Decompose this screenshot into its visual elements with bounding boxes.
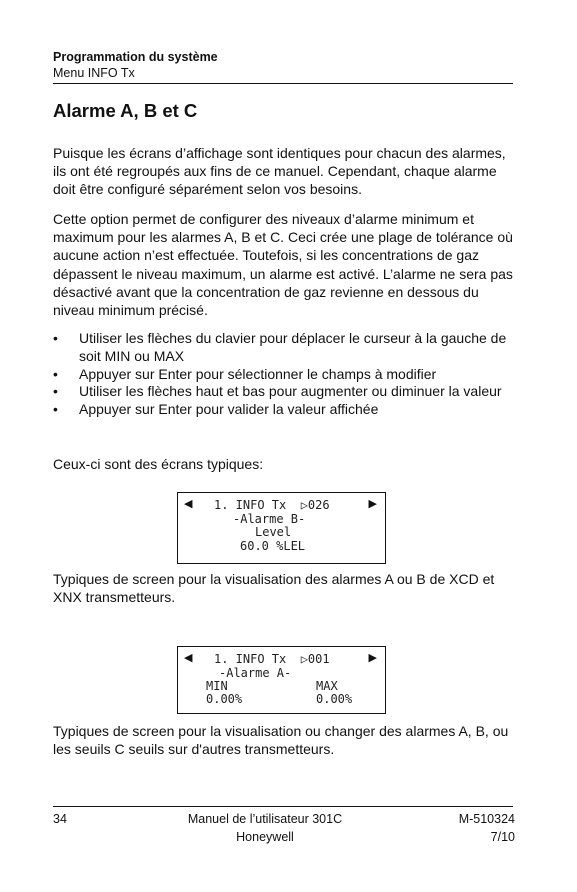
list-item [53,330,515,366]
footer-divider [53,806,513,807]
list-item-text: Appuyer sur Enter pour valider la valeur affichée [79,401,379,418]
caption-screen-2: Typiques de screen pour la visualisation ou changer des alarmes A, B, ou les seuils C seuils sur d'autres transmetteurs. [53,723,509,758]
lcd-line-level-label: Level [255,525,292,539]
footer-doc-number: M-510324 [458,812,515,826]
footer-company: Honeywell [236,830,294,844]
header-divider [53,83,513,84]
lcd-max-value: 0.00% [316,692,353,706]
lcd-min-label: MIN [206,679,228,693]
footer-manual-title: Manuel de l’utilisateur 301C [187,812,343,826]
lcd-max-label: MAX [316,679,338,693]
footer-date: 7/10 [490,830,515,844]
bullet-icon: • [53,330,58,346]
list-item-text: Appuyer sur Enter pour sélectionner le champs à modifier [79,365,437,382]
paragraph-description: Cette option permet de configurer des niveaux d’alarme minimum et maximum pour les alarmes A, B et C. Ceci crée une plage de tolérance où aucune action n’est effectuée. Toutefois, si les concentrations de gaz dépassent le niveau maximum, un alarme est activé. L’alarme ne sera pas désactivé avant que la concentration de gaz revienne en dessous du niveau minimum précisé. [53,211,513,319]
right-arrow-icon: ▶ [368,497,377,510]
section-title: Alarme A, B et C [53,100,198,121]
bullet-icon: • [53,383,58,400]
lcd-min-value: 0.00% [206,692,243,706]
paragraph-intro: Puisque les écrans d’affichage sont identiques pour chacun des alarmes, ils ont été regroupés aux fins de ce manuel. Cependant, chaque alarme doit être configuré séparément selon vos besoins. [53,145,506,198]
instruction-list [53,330,515,419]
lcd-screen-alarm-a [177,646,386,714]
lcd-line-level-value: 60.0 %LEL [240,539,306,553]
lcd-line-menu: 1. INFO Tx ▷001 [214,652,330,666]
left-arrow-icon: ◀ [184,497,193,510]
list-item [53,366,515,384]
list-item [53,401,515,419]
caption-screen-1: Typiques de screen pour la visualisation des alarmes A ou B de XCD et XNX transmetteurs. [53,571,495,606]
lcd-line-alarm: -Alarme A- [219,666,292,680]
screens-intro: Ceux-ci sont des écrans typiques: [53,456,264,472]
lcd-line-alarm: -Alarme B- [233,512,306,526]
lcd-line-menu: 1. INFO Tx ▷026 [214,498,330,512]
header-subtitle: Menu INFO Tx [53,66,135,80]
bullet-icon: • [53,365,58,382]
list-item [53,383,515,401]
header-title: Programmation du système [53,50,218,64]
left-arrow-icon: ◀ [184,651,193,664]
list-item-text: Utiliser les flèches haut et bas pour augmenter ou diminuer la valeur [79,383,502,400]
lcd-screen-alarm-b [177,492,386,564]
right-arrow-icon: ▶ [368,651,377,664]
list-item-text: Utiliser les flèches du clavier pour déplacer le curseur à la gauche de soit MIN ou MAX [79,330,507,364]
bullet-icon: • [53,401,58,418]
page-number: 34 [53,812,67,826]
